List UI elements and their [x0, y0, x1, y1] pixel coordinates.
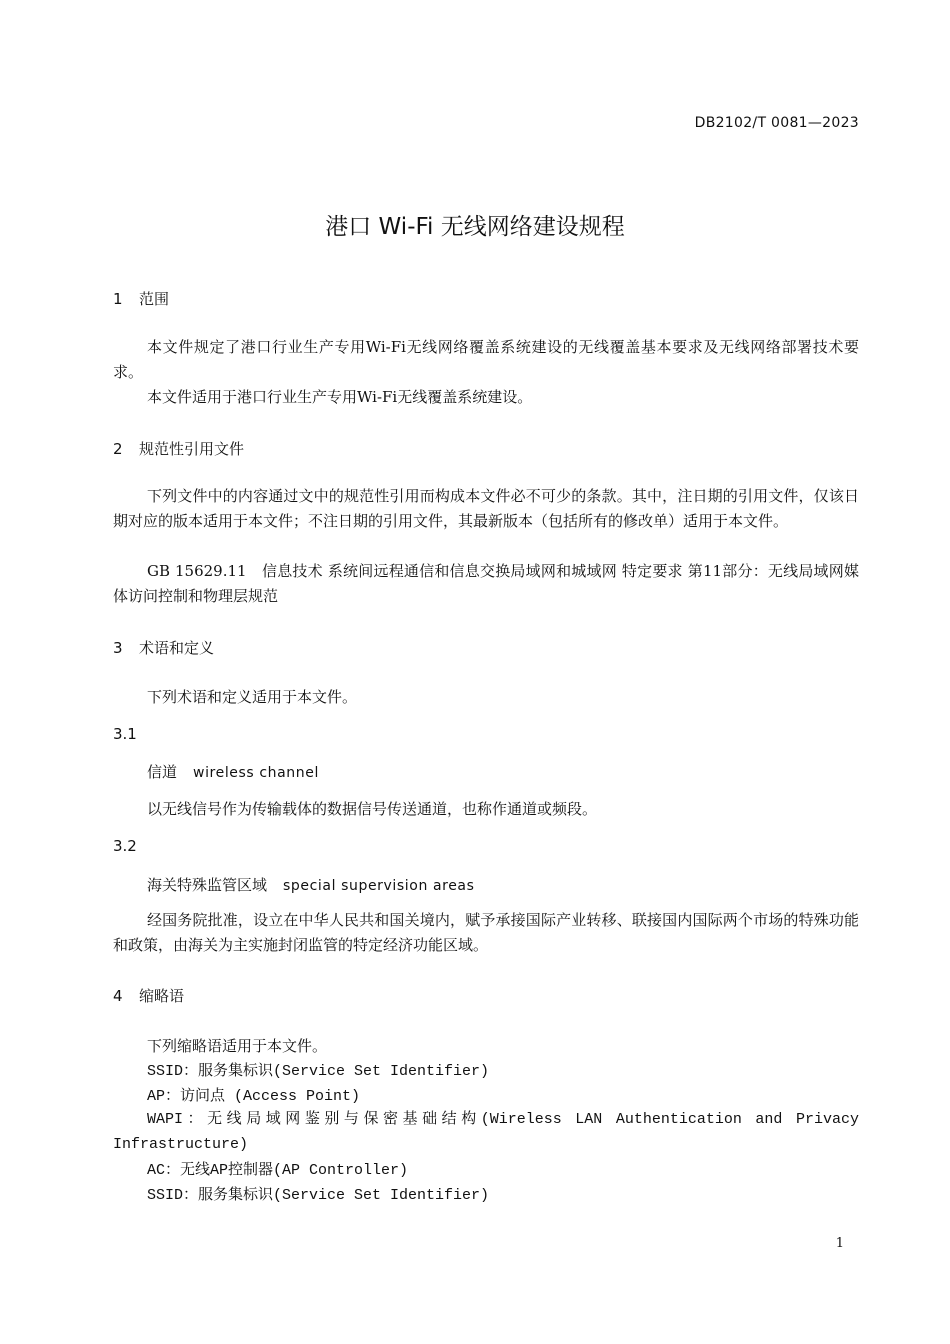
term-number: 3.1 — [113, 725, 137, 743]
page-number: 1 — [835, 1236, 844, 1251]
abbreviation-item-ap: AP：访问点 (Access Point) — [147, 1088, 361, 1105]
section-heading-normative-references — [113, 438, 244, 459]
term-entry-channel — [147, 761, 319, 782]
scope-paragraph-2: 本文件适用于港口行业生产专用Wi-Fi无线覆盖系统建设。 — [147, 388, 533, 406]
standard-code: DB2102/T 0081—2023 — [694, 115, 859, 131]
term-definition: 以无线信号作为传输载体的数据信号传送通道，也称作通道或频段。 — [147, 800, 598, 818]
term-english: special supervision areas — [283, 878, 475, 894]
term-chinese: 信道 — [147, 763, 178, 781]
term-chinese: 海关特殊监管区域 — [147, 876, 268, 894]
section-heading-terms — [113, 637, 214, 658]
section-number: 3 — [113, 639, 123, 657]
document-title: 港口 Wi-Fi 无线网络建设规程 — [325, 214, 625, 240]
section-title: 术语和定义 — [139, 639, 215, 657]
abbreviations-intro: 下列缩略语适用于本文件。 — [147, 1037, 328, 1055]
abbreviation-item-ac: AC：无线AP控制器(AP Controller) — [147, 1162, 409, 1179]
section-title: 缩略语 — [139, 987, 185, 1005]
section-title: 范围 — [139, 290, 170, 308]
abbreviation-item-ssid: SSID：服务集标识(Service Set Identifier) — [147, 1063, 490, 1080]
terms-intro: 下列术语和定义适用于本文件。 — [147, 688, 358, 706]
section-number: 4 — [113, 987, 123, 1005]
section-number: 2 — [113, 440, 123, 458]
term-definition: 经国务院批准，设立在中华人民共和国关境内，赋予承接国际产业转移、联接国内国际两个市场的特殊功能和政策，由海关为主实施封闭监管的特定经济功能区域。 — [113, 911, 859, 954]
section-heading-scope — [113, 288, 169, 309]
normative-paragraph: 下列文件中的内容通过文中的规范性引用而构成本文件必不可少的条款。其中，注日期的引用文件，仅该日期对应的版本适用于本文件；不注日期的引用文件，其最新版本（包括所有的修改单）适用于本文件。 — [113, 487, 859, 530]
section-title: 规范性引用文件 — [139, 440, 245, 458]
term-number: 3.2 — [113, 837, 137, 855]
scope-paragraph-1: 本文件规定了港口行业生产专用Wi-Fi无线网络覆盖系统建设的无线覆盖基本要求及无线网络部署技术要求。 — [113, 338, 859, 381]
abbreviation-item-wapi: WAPI：无线局域网鉴别与保密基础结构(Wireless LAN Authentication and Privacy Infrastructure) — [113, 1111, 859, 1153]
section-heading-abbreviations — [113, 985, 184, 1006]
normative-reference-gb15629: GB 15629.11 信息技术 系统间远程通信和信息交换局域网和城域网 特定要求 第11部分：无线局域网媒体访问控制和物理层规范 — [113, 562, 859, 605]
term-english: wireless channel — [193, 765, 319, 781]
section-number: 1 — [113, 290, 123, 308]
abbreviation-item-ssid-repeat: SSID：服务集标识(Service Set Identifier) — [147, 1187, 490, 1204]
term-entry-special-supervision-areas — [147, 874, 475, 895]
